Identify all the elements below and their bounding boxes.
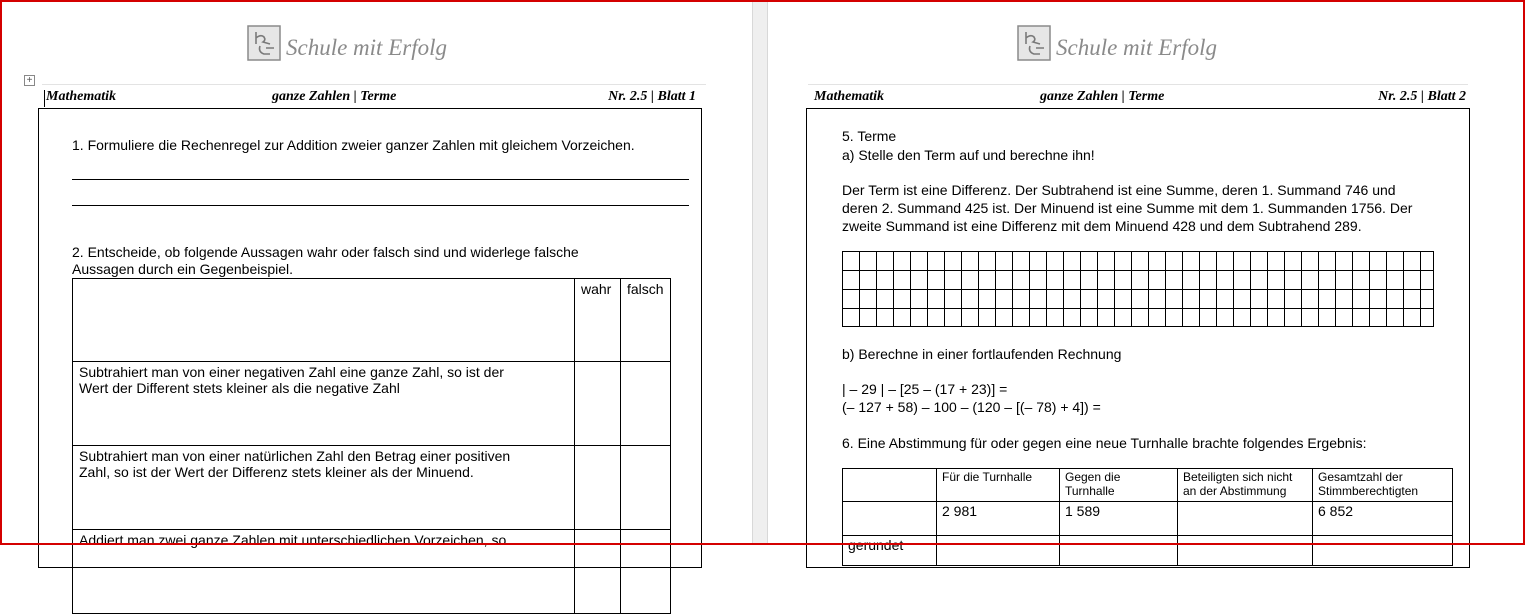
statement-2-line-1: Subtrahiert man von einer natürlichen Zahl den Betrag einer positiven xyxy=(79,448,511,464)
header-abstained-line-1: Beteiligten sich nicht xyxy=(1183,470,1293,484)
table-row xyxy=(73,362,671,446)
vote-cell[interactable] xyxy=(843,502,937,536)
task-2-line-2: Aussagen durch ein Gegenbeispiel. xyxy=(72,261,294,277)
task-5a-text: a) Stelle den Term auf und berechne ihn! xyxy=(842,147,1095,163)
table-move-handle-icon[interactable]: + xyxy=(24,75,35,86)
header-against-line-2: Turnhalle xyxy=(1065,484,1115,498)
expression-2: (– 127 + 58) – 100 – (120 – [(– 78) + 4]) = xyxy=(842,399,1101,415)
text-cursor xyxy=(44,90,45,107)
true-checkbox-cell[interactable] xyxy=(575,446,621,530)
statement-1-line-2: Wert der Different stets kleiner als die negative Zahl xyxy=(79,380,400,396)
page-gap xyxy=(752,2,768,543)
header-for: Für die Turnhalle xyxy=(942,470,1033,484)
table-row xyxy=(73,530,671,614)
table-row xyxy=(843,502,1453,536)
header-subject: Mathematik xyxy=(814,89,885,104)
vote-cell-total: 6 852 xyxy=(1313,502,1453,536)
vote-header-cell xyxy=(1060,469,1178,502)
table-header-row xyxy=(73,279,671,362)
header-against-line-1: Gegen die xyxy=(1065,470,1121,484)
vote-table xyxy=(842,468,1453,566)
statement-cell xyxy=(73,446,575,530)
vote-header-cell xyxy=(1313,469,1453,502)
header-topic: ganze Zahlen | Terme xyxy=(1040,89,1165,104)
statement-cell xyxy=(73,362,575,446)
calculation-grid[interactable] xyxy=(842,251,1434,327)
false-checkbox-cell[interactable] xyxy=(621,530,671,614)
header-sheet-number: Nr. 2.5 | Blatt 2 xyxy=(1378,89,1466,104)
header-sheet-number: Nr. 2.5 | Blatt 1 xyxy=(608,89,696,104)
task-5-paragraph-line-1: Der Term ist eine Differenz. Der Subtrahend ist eine Summe, deren 1. Summand 746 und xyxy=(842,182,1396,198)
column-false-header: falsch xyxy=(621,279,671,362)
true-checkbox-cell[interactable] xyxy=(575,530,621,614)
header-separator xyxy=(42,84,706,85)
table-row xyxy=(843,536,1453,566)
task-5-title: 5. Terme xyxy=(842,128,897,144)
task-5-paragraph-line-2: deren 2. Summand 425 ist. Der Minuend ist eine Summe mit dem 1. Summanden 1756. Der xyxy=(842,200,1413,216)
pointing-hand-icon xyxy=(246,24,282,62)
header-total-line-1: Gesamtzahl der xyxy=(1318,470,1403,484)
header-topic: ganze Zahlen | Terme xyxy=(272,89,397,104)
table-header-row xyxy=(843,469,1453,502)
false-checkbox-cell[interactable] xyxy=(621,446,671,530)
header-abstained-line-2: an der Abstimmung xyxy=(1183,484,1287,498)
brand-name: Schule mit Erfolg xyxy=(1056,35,1217,60)
document-viewer[interactable] xyxy=(2,2,1523,553)
vote-header-cell xyxy=(1178,469,1313,502)
vote-cell-for: 2 981 xyxy=(937,502,1060,536)
brand-header xyxy=(246,24,447,62)
header-separator xyxy=(808,84,1468,85)
brand-header xyxy=(1016,24,1217,62)
task-5b-text: b) Berechne in einer fortlaufenden Rechnung xyxy=(842,346,1122,362)
true-checkbox-cell[interactable] xyxy=(575,362,621,446)
pointing-hand-icon xyxy=(1016,24,1052,62)
vote-cell[interactable] xyxy=(1313,536,1453,566)
statement-1-line-1: Subtrahiert man von einer negativen Zahl eine ganze Zahl, so ist der xyxy=(79,364,504,380)
vote-cell[interactable] xyxy=(937,536,1060,566)
vote-cell[interactable] xyxy=(1178,536,1313,566)
expression-1: | – 29 | – [25 – (17 + 23)] = xyxy=(842,381,1008,397)
table-row xyxy=(73,446,671,530)
answer-line-1[interactable] xyxy=(72,179,689,180)
sheet-header xyxy=(814,89,1466,107)
statement-header-cell xyxy=(73,279,575,362)
task-5-paragraph-line-3: zweite Summand ist eine Differenz mit dem Minuend 428 und dem Subtrahend 289. xyxy=(842,218,1362,234)
page-2 xyxy=(768,2,1523,553)
sheet-header xyxy=(46,89,696,107)
header-subject: Mathematik xyxy=(46,89,117,104)
vote-header-cell xyxy=(843,469,937,502)
task-2-line-1: 2. Entscheide, ob folgende Aussagen wahr oder falsch sind und widerlege falsche xyxy=(72,244,579,260)
statement-2-line-2: Zahl, so ist der Wert der Differenz stets kleiner als der Minuend. xyxy=(79,464,474,480)
statement-3-line-1: Addiert man zwei ganze Zahlen mit unterschiedlichen Vorzeichen, so xyxy=(79,532,507,548)
vote-cell-abstained[interactable] xyxy=(1178,502,1313,536)
header-total-line-2: Stimmberechtigten xyxy=(1318,484,1419,498)
page-1 xyxy=(2,2,752,548)
vote-header-cell xyxy=(937,469,1060,502)
vote-cell-against: 1 589 xyxy=(1060,502,1178,536)
column-true-header: wahr xyxy=(575,279,621,362)
statement-cell xyxy=(73,530,575,614)
task-1-text: 1. Formuliere die Rechenregel zur Addition zweier ganzer Zahlen mit gleichem Vorzeichen. xyxy=(72,137,635,153)
brand-name: Schule mit Erfolg xyxy=(286,35,447,60)
answer-line-2[interactable] xyxy=(72,205,689,206)
task-6-text: 6. Eine Abstimmung für oder gegen eine neue Turnhalle brachte folgendes Ergebnis: xyxy=(842,435,1367,451)
vote-cell[interactable] xyxy=(1060,536,1178,566)
rounded-label: gerundet xyxy=(843,536,937,566)
statements-table xyxy=(72,278,671,614)
false-checkbox-cell[interactable] xyxy=(621,362,671,446)
